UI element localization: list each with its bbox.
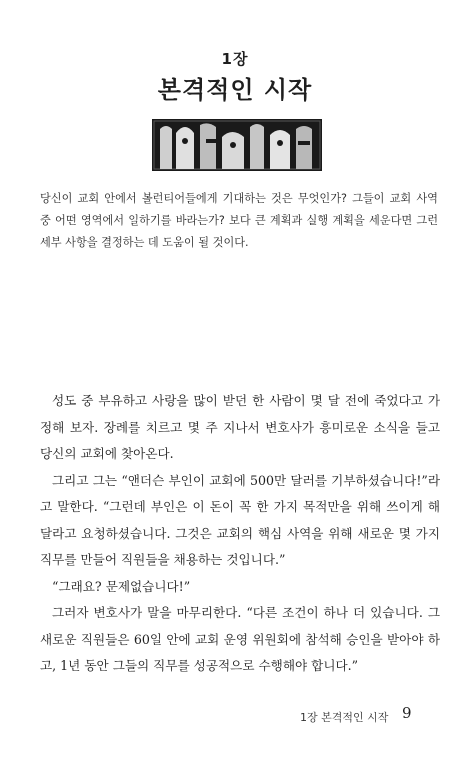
page-number: 9 [402,704,412,722]
paragraph: “그래요? 문제없습니다!” [52,578,191,594]
paragraph: 성도 중 부유하고 사랑을 많이 받던 한 사람이 몇 달 전에 죽었다고 가정해 보자. 장례를 치르고 몇 주 지나서 변호사가 흥미로운 소식을 들고 당신의 교회에 찾아온다. [40,393,440,461]
paragraph: 그러자 변호사가 말을 마무리한다. “다른 조건이 하나 더 있습니다. 그 새로운 직원들은 60일 안에 교회 운영 위원회에 참석해 승인을 받아야 하고, 1년 동안 그들의 직무를 성공적으로 수행해야 합니다.” [40,605,440,673]
chapter-number: 1장 [221,50,249,68]
body-text [40,388,440,680]
chapter-illustration [152,119,322,171]
chapter-title: 본격적인 시작 [157,76,313,104]
chapter-intro: 당신이 교회 안에서 볼런티어들에게 기대하는 것은 무엇인가? 그들이 교회 사역 중 어떤 영역에서 일하기를 바라는가? 보다 큰 계획과 실행 계획을 세운다면 그런 세부 사항을 결정하는 데 도움이 될 것이다. [40,192,438,249]
running-title: 1장 본격적인 시작 [300,711,389,724]
paragraph: 그리고 그는 “앤더슨 부인이 교회에 500만 달러를 기부하셨습니다!”라고 말한다. “그런데 부인은 이 돈이 꼭 한 가지 목적만을 위해 쓰이게 해 달라고 요청하셨습니다. 그것은 교회의 핵심 사역을 위해 새로운 몇 가지 직무를 만들어 직원들을 채용하는 것입니다.” [40,472,440,567]
